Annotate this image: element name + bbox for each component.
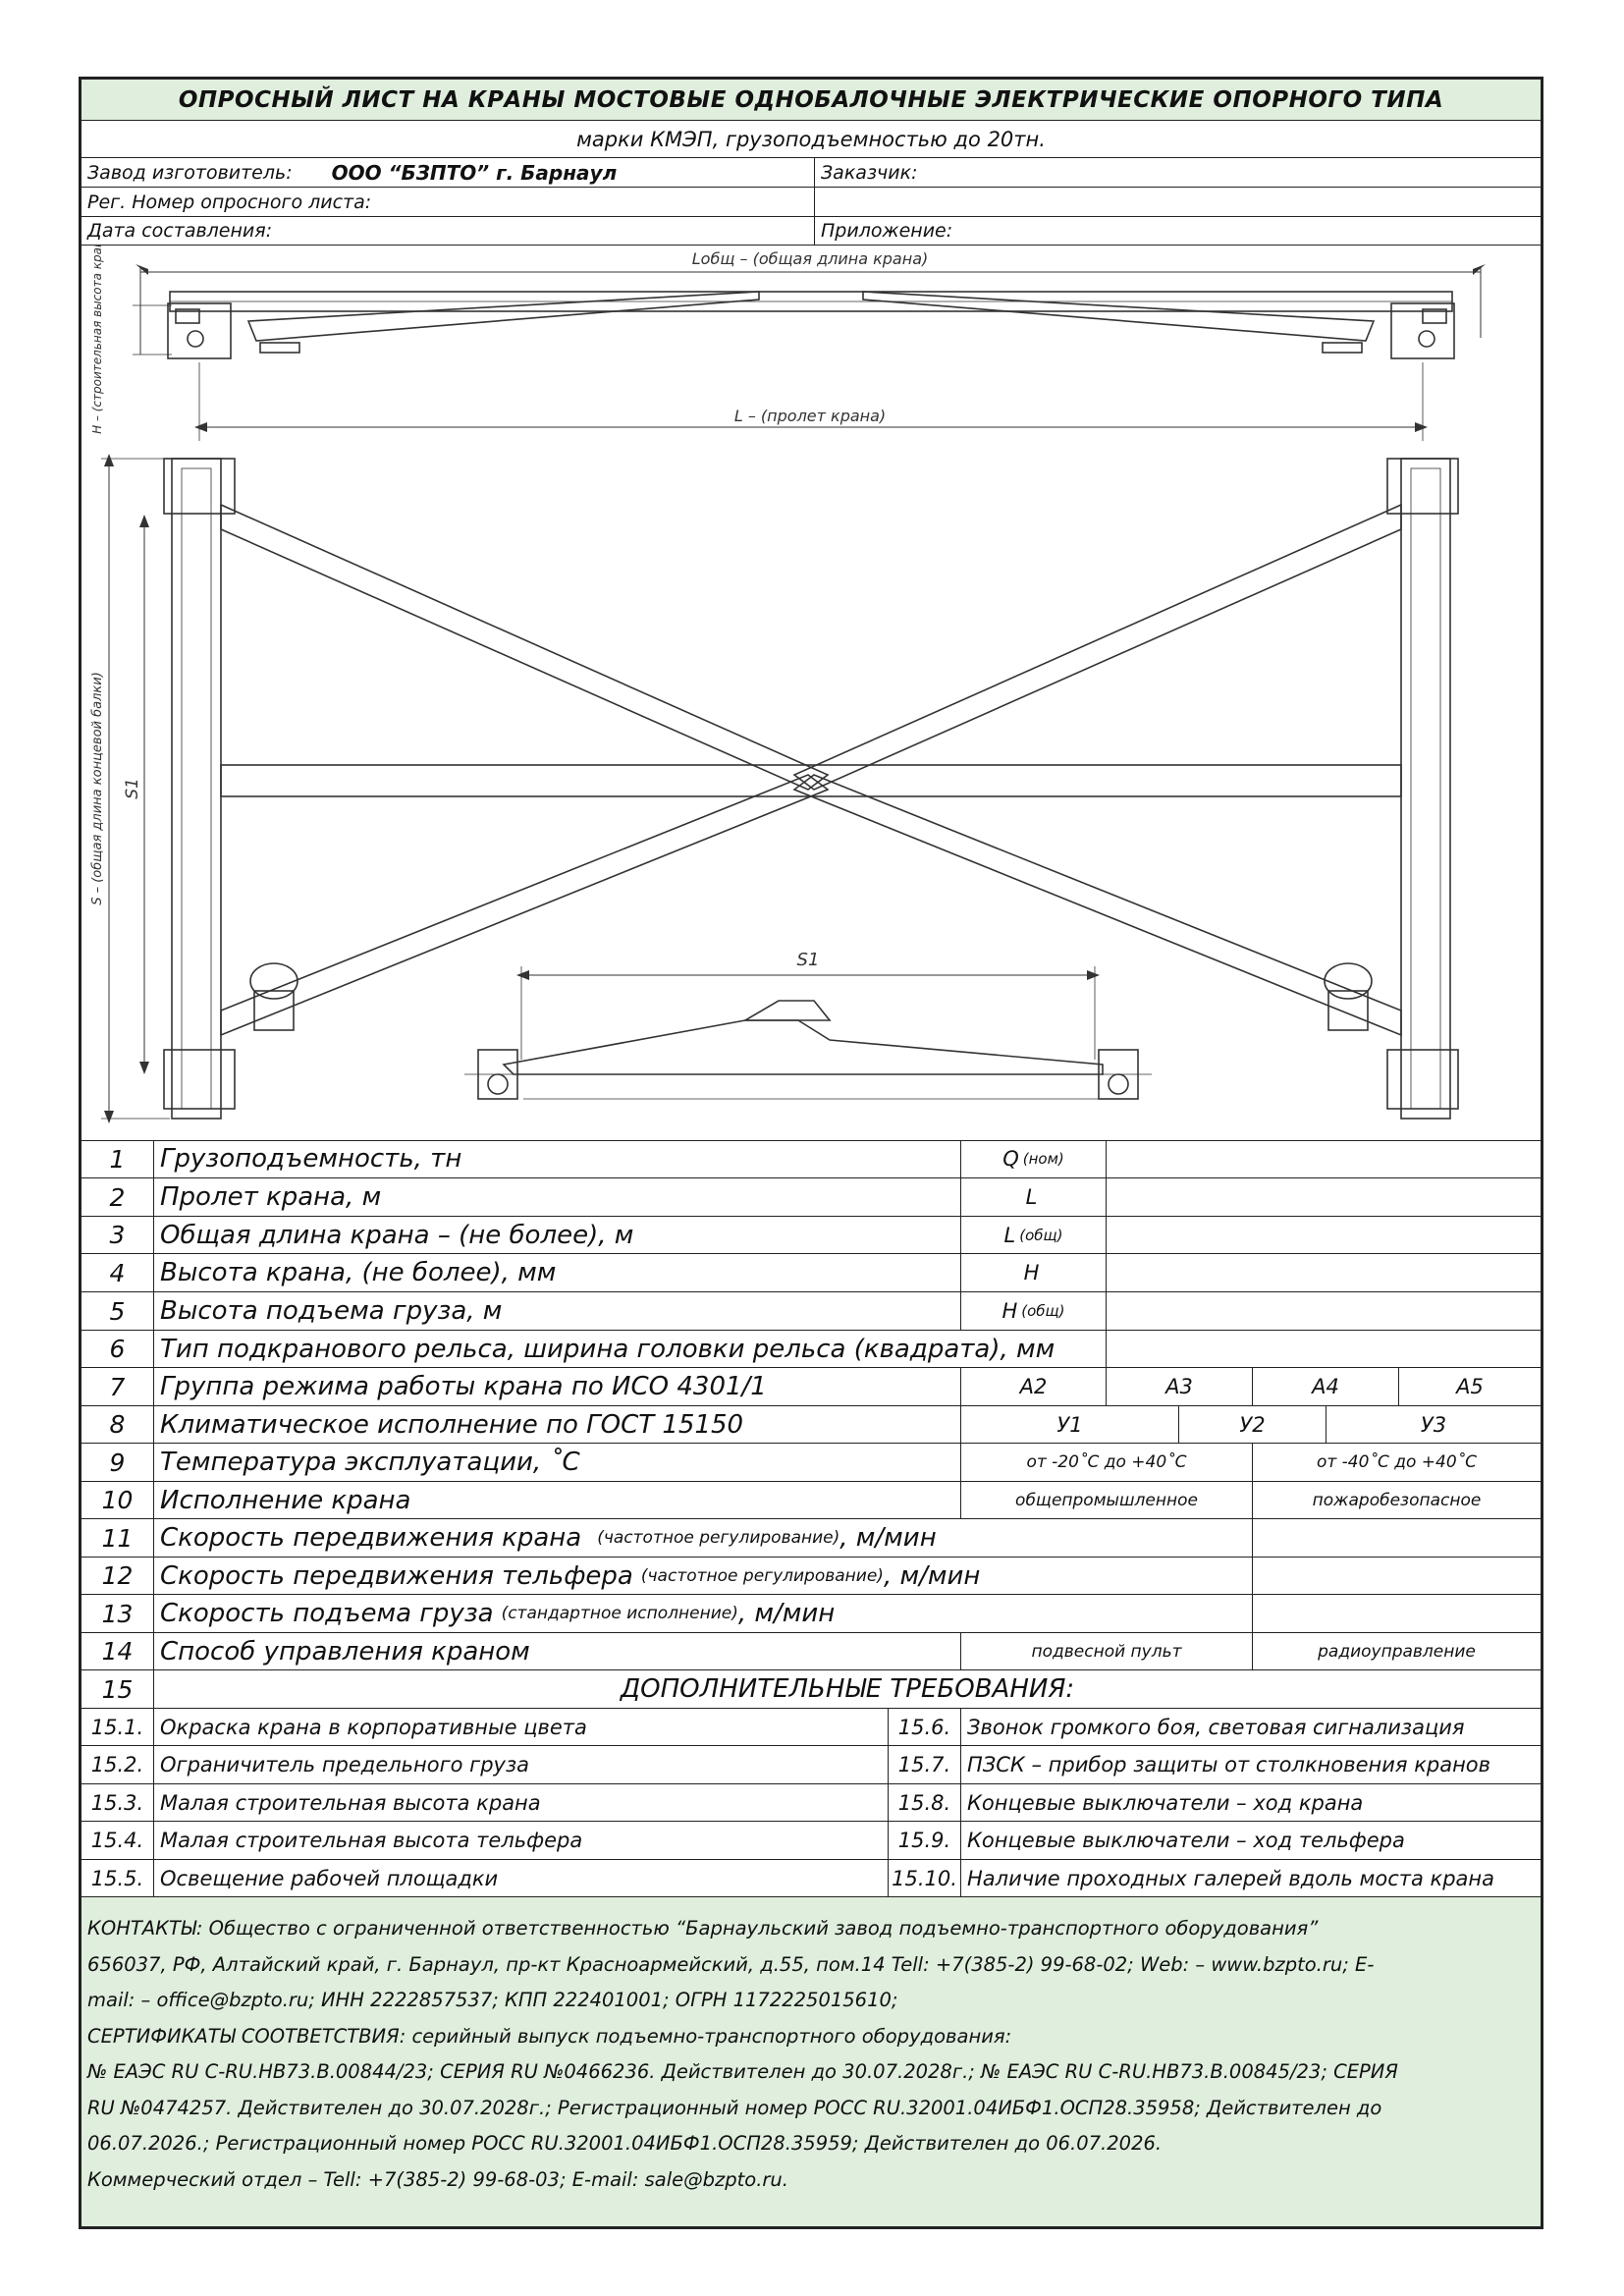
s-total-label: S – (общая длина концевой балки) — [90, 672, 105, 905]
option-u1[interactable]: У1 — [961, 1406, 1179, 1443]
extra-option[interactable]: Наличие проходных галерей вдоль моста крана — [961, 1860, 1541, 1897]
param-label: Высота подъема груза, м — [154, 1292, 961, 1330]
extra-number: 15.5. — [81, 1860, 154, 1897]
contacts-line: КОНТАКТЫ: Общество с ограниченной ответственностью “Барнаульский завод подъемно-транспортного оборудования” — [87, 1917, 1319, 1940]
manufacturer-value: ООО “БЗПТО” г. Барнаул — [331, 160, 618, 185]
extra-number: 15.9. — [889, 1822, 961, 1859]
certificates-line: СЕРТИФИКАТЫ СООТВЕТСТВИЯ: серийный выпуск подъемно-транспортного оборудования: — [87, 2024, 1012, 2048]
param-row-13 — [81, 1595, 1541, 1633]
param-label: Высота крана, (не более), мм — [154, 1254, 961, 1291]
row-number: 12 — [81, 1558, 154, 1594]
row-number: 15 — [81, 1670, 154, 1708]
param-row-15 — [81, 1670, 1541, 1709]
contacts-block — [81, 1897, 1541, 2226]
extra-option[interactable]: ПЗСК – прибор защиты от столкновения кранов — [967, 1753, 1491, 1777]
param-label: Группа режима работы крана по ИСО 4301/1 — [154, 1368, 961, 1405]
extra-number: 15.6. — [889, 1709, 961, 1745]
l-span-label: L – (пролет крана) — [733, 407, 887, 425]
questionnaire-sheet — [79, 77, 1543, 2229]
manufacturer-cell — [81, 158, 815, 187]
param-symbol: H (общ) — [961, 1292, 1107, 1330]
certificates-line: RU №0474257. Действителен до 30.07.2028г.; Регистрационный номер РОСС RU.32001.04ИБФ1.ОСП28.35958; Действителен до — [87, 2096, 1382, 2119]
date-row — [81, 217, 1541, 246]
row-number: 6 — [81, 1331, 154, 1367]
param-row-6 — [81, 1331, 1541, 1368]
param-label: Способ управления краном — [154, 1633, 961, 1669]
param-row-5 — [81, 1292, 1541, 1331]
extra-number: 15.4. — [81, 1822, 154, 1859]
extra-option[interactable]: Ограничитель предельного груза — [154, 1746, 889, 1783]
row-number: 14 — [81, 1633, 154, 1669]
option-general-industrial[interactable]: общепромышленное — [961, 1482, 1253, 1518]
contacts-line: 656037, РФ, Алтайский край, г. Барнаул, пр-кт Красноармейский, д.55, пом.14 Tell: +7(385-2) 99-68-02; Web: – www.bzpto.ru; E- — [87, 1952, 1375, 1976]
param-row-1 — [81, 1140, 1541, 1178]
param-label: Пролет крана, м — [154, 1178, 961, 1216]
contacts-line: mail: – office@bzpto.ru; ИНН 2222857537; КПП 222401001; ОГРН 1172225015610; — [87, 1989, 898, 2011]
param-label: Общая длина крана – (не более), м — [154, 1217, 961, 1253]
param-value-input[interactable] — [1107, 1254, 1541, 1291]
param-symbol: Q (ном) — [961, 1140, 1107, 1177]
option-a5[interactable]: А5 — [1456, 1375, 1484, 1398]
param-row-4 — [81, 1254, 1541, 1292]
manufacturer-label: Завод изготовитель: — [87, 161, 293, 184]
param-row-14 — [81, 1633, 1541, 1670]
param-row-9 — [81, 1444, 1541, 1482]
customer-field[interactable] — [815, 158, 1541, 187]
row-number: 7 — [81, 1368, 154, 1405]
row-number: 13 — [81, 1595, 154, 1632]
param-label: Климатическое исполнение по ГОСТ 15150 — [154, 1406, 961, 1443]
param-label: Скорость передвижения крана (частотное регулирование) , м/мин — [154, 1519, 1253, 1557]
s1-label: S1 — [123, 778, 142, 799]
extra-option[interactable]: Малая строительная высота крана — [154, 1784, 889, 1821]
extra-option[interactable]: Концевые выключатели – ход крана — [967, 1790, 1364, 1815]
lift-speed-input[interactable] — [1253, 1595, 1541, 1632]
param-row-11 — [81, 1519, 1541, 1558]
row-number: 8 — [81, 1406, 154, 1443]
extra-number: 15.8. — [889, 1784, 961, 1821]
page-title: ОПРОСНЫЙ ЛИСТ НА КРАНЫ МОСТОВЫЕ ОДНОБАЛОЧНЫЕ ЭЛЕКТРИЧЕСКИЕ ОПОРНОГО ТИПА — [178, 86, 1444, 113]
param-row-12 — [81, 1558, 1541, 1595]
param-label: Тип подкранового рельса, ширина головки рельса (квадрата), мм — [154, 1331, 1107, 1367]
crane-speed-input[interactable] — [1253, 1519, 1541, 1557]
option-pendant-control[interactable]: подвесной пульт — [961, 1633, 1253, 1669]
param-value-input[interactable] — [1107, 1140, 1541, 1177]
reg-extra-field[interactable] — [815, 188, 1541, 216]
h-height-label: H – (строительная высота крана) — [90, 245, 104, 434]
param-row-8 — [81, 1406, 1541, 1444]
option-u3[interactable]: У3 — [1420, 1412, 1447, 1437]
certificates-line: № ЕАЭС RU C-RU.НВ73.В.00844/23; СЕРИЯ RU №0466236. Действителен до 30.07.2028г.; № ЕАЭС RU C-RU.НВ73.В.00845/23; СЕРИЯ — [87, 2060, 1398, 2083]
extras-row — [81, 1784, 1541, 1822]
option-a2[interactable]: А2 — [961, 1368, 1107, 1405]
row-number: 4 — [81, 1254, 154, 1291]
crane-schematic — [81, 245, 1541, 1140]
row-number: 11 — [81, 1519, 154, 1557]
extra-number: 15.1. — [81, 1709, 154, 1745]
extras-row — [81, 1709, 1541, 1746]
page-subtitle: марки КМЭП, грузоподъемностью до 20тн. — [576, 127, 1046, 151]
rail-type-input[interactable] — [1107, 1331, 1541, 1367]
hoist-speed-input[interactable] — [1253, 1558, 1541, 1594]
param-label: Температура эксплуатации, ˚С — [154, 1444, 961, 1481]
param-row-3 — [81, 1217, 1541, 1254]
param-row-7 — [81, 1368, 1541, 1406]
param-value-input[interactable] — [1107, 1178, 1541, 1216]
row-number: 3 — [81, 1217, 154, 1253]
subtitle-row — [81, 121, 1541, 158]
option-radio-control[interactable]: радиоуправление — [1318, 1641, 1476, 1662]
param-label: Скорость подъема груза (стандартное исполнение) , м/мин — [154, 1595, 1253, 1632]
sales-contact-line: Коммерческий отдел – Tell: +7(385-2) 99-68-03; E-mail: sale@bzpto.ru. — [87, 2167, 788, 2191]
param-label: Скорость передвижения тельфера (частотное регулирование) , м/мин — [154, 1558, 1253, 1594]
param-row-2 — [81, 1178, 1541, 1217]
param-symbol: H — [961, 1254, 1107, 1291]
param-symbol: L (общ) — [961, 1217, 1107, 1253]
extra-number: 15.3. — [81, 1784, 154, 1821]
date-label: Дата составления: — [87, 220, 273, 242]
reg-number-field[interactable] — [81, 188, 815, 216]
extra-option[interactable]: Концевые выключатели – ход тельфера — [967, 1829, 1405, 1852]
param-value-input[interactable] — [1107, 1292, 1541, 1330]
extra-number: 15.7. — [889, 1746, 961, 1783]
extras-heading: ДОПОЛНИТЕЛЬНЫЕ ТРЕБОВАНИЯ: — [620, 1674, 1075, 1704]
row-number: 2 — [81, 1178, 154, 1216]
customer-label: Заказчик: — [821, 161, 918, 184]
extra-option[interactable]: Окраска крана в корпоративные цвета — [154, 1709, 889, 1745]
extra-number: 15.2. — [81, 1746, 154, 1783]
extras-row — [81, 1746, 1541, 1784]
option-temp-40[interactable]: от -40˚С до +40˚С — [1316, 1452, 1478, 1472]
row-number: 5 — [81, 1292, 154, 1330]
reg-row — [81, 188, 1541, 217]
row-number: 10 — [81, 1482, 154, 1518]
extras-row — [81, 1822, 1541, 1860]
param-row-10 — [81, 1482, 1541, 1519]
s1-detail-label: S1 — [796, 950, 820, 970]
row-number: 9 — [81, 1444, 154, 1481]
param-value-input[interactable] — [1107, 1217, 1541, 1253]
extra-option[interactable]: Малая строительная высота тельфера — [154, 1822, 889, 1859]
l-total-label: Lобщ – (общая длина крана) — [691, 249, 929, 268]
attachment-label: Приложение: — [821, 220, 953, 242]
param-symbol: L — [961, 1178, 1107, 1216]
manufacturer-row — [81, 158, 1541, 188]
extra-option[interactable]: Освещение рабочей площадки — [154, 1860, 889, 1897]
row-number: 1 — [81, 1140, 154, 1177]
reg-label: Рег. Номер опросного листа: — [87, 191, 372, 213]
param-label: Грузоподъемность, тн — [154, 1140, 961, 1177]
certificates-line: 06.07.2026.; Регистрационный номер РОСС RU.32001.04ИБФ1.ОСП28.35959; Действителен до 06.07.2026. — [87, 2132, 1163, 2155]
extra-option[interactable]: Звонок громкого боя, световая сигнализация — [967, 1715, 1465, 1739]
option-temp-20[interactable]: от -20˚С до +40˚С — [961, 1444, 1253, 1481]
title-row — [81, 80, 1541, 121]
option-u2[interactable]: У2 — [1179, 1406, 1326, 1443]
option-a4[interactable]: А4 — [1253, 1368, 1399, 1405]
option-fireproof[interactable]: пожаробезопасное — [1312, 1490, 1482, 1510]
date-field[interactable] — [81, 217, 815, 245]
option-a3[interactable]: А3 — [1107, 1368, 1253, 1405]
param-label: Исполнение крана — [154, 1482, 961, 1518]
crane-drawing — [81, 245, 1541, 1141]
extra-number: 15.10. — [889, 1860, 961, 1897]
attachment-field[interactable] — [815, 217, 1541, 245]
